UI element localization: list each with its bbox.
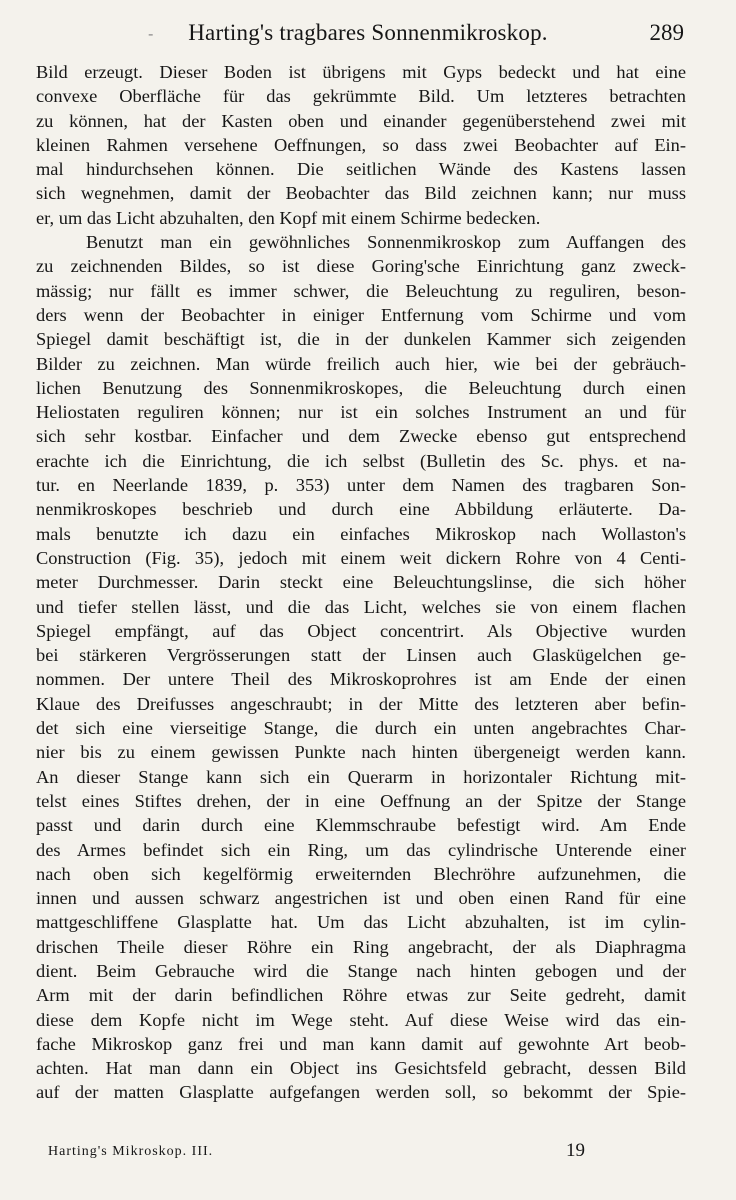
text-line: sich wegnehmen, damit der Beobachter das Bild zeichnen kann; nur muss — [36, 183, 686, 204]
text-line: des Armes befindet sich ein Ring, um das cylindrische Unterende einer — [36, 839, 686, 860]
text-line: dient. Beim Gebrauche wird die Stange nach hinten gebogen und der — [36, 960, 686, 981]
text-line: lichen Benutzung des Sonnenmikroskopes, die Beleuchtung durch einen — [36, 377, 686, 398]
text-line: zu können, hat der Kasten oben und einander gegenüberstehend zwei mit — [36, 110, 686, 131]
text-line: passt und darin durch eine Klemmschraube befestigt wird. Am Ende — [36, 815, 686, 836]
text-line: tur. en Neerlande 1839, p. 353) unter dem Namen des tragbaren Son- — [36, 475, 686, 496]
text-line: nier bis zu einem gewissen Punkte nach hinten übergeneigt werden kann. — [36, 742, 686, 763]
text-line: An dieser Stange kann sich ein Querarm in horizontaler Richtung mit- — [36, 766, 686, 787]
text-line: det sich eine vierseitige Stange, die durch ein unten angebrachtes Char- — [36, 718, 686, 739]
text-line: erachte ich die Einrichtung, die ich selbst (Bulletin des Sc. phys. et na- — [36, 450, 686, 471]
text-line: Spiegel damit beschäftigt ist, die in der dunkelen Kammer sich zeigenden — [36, 329, 686, 350]
header-dash: - — [148, 24, 154, 43]
text-line: Heliostaten reguliren können; nur ist ein solches Instrument an und für — [36, 402, 686, 423]
text-line: nach oben sich kegelförmig erweiternden Blechröhre aufzunehmen, die — [36, 863, 686, 884]
printer-signature: Harting's Mikroskop. III. — [48, 1144, 214, 1159]
text-line: Klaue des Dreifusses angeschraubt; in der Mitte des letzteren aber befin- — [36, 693, 686, 714]
text-line: Bilder zu zeichnen. Man würde freilich auch hier, wie bei der gebräuch- — [36, 353, 686, 374]
text-line: ders wenn der Beobachter in einiger Entfernung vom Schirme und vom — [36, 304, 686, 325]
text-line: Spiegel empfängt, auf das Object concentrirt. Als Objective wurden — [36, 620, 686, 641]
text-line: und tiefer stellen lässt, und die das Licht, welches sie von einem flachen — [36, 596, 686, 617]
text-line: telst eines Stiftes drehen, der in eine Oeffnung an der Spitze der Stange — [36, 790, 686, 811]
text-line: Arm mit der darin befindlichen Röhre etwas zur Seite gedreht, damit — [36, 985, 686, 1006]
page-number: 289 — [649, 20, 684, 45]
text-line: convexe Oberfläche für das gekrümmte Bild. Um letzteres betrachten — [36, 86, 686, 107]
text-line: mal hindurchsehen können. Die seitlichen Wände des Kastens lassen — [36, 159, 686, 180]
text-line: nommen. Der untere Theil des Mikroskoprohres ist am Ende der einen — [36, 669, 686, 690]
text-line: mässig; nur fällt es immer schwer, die Beleuchtung zu reguliren, beson- — [36, 280, 686, 301]
text-line: fache Mikroskop ganz frei und man kann damit auf gewohnte Art beob- — [36, 1033, 686, 1054]
text-line: auf der matten Glasplatte aufgefangen werden soll, so bekommt der Spie- — [36, 1082, 686, 1103]
paragraph-start-line: Benutzt man ein gewöhnliches Sonnenmikroskop zum Auffangen des — [86, 232, 686, 253]
text-line: nenmikroskopes beschrieb und durch eine Abbildung erläuterte. Da- — [36, 499, 686, 520]
text-line: meter Durchmesser. Darin steckt eine Beleuchtungslinse, die sich höher — [36, 572, 686, 593]
page-footer — [0, 1140, 736, 1166]
text-line: Construction (Fig. 35), jedoch mit einem weit dickern Rohre von 4 Centi- — [36, 547, 686, 568]
text-line: Bild erzeugt. Dieser Boden ist übrigens mit Gyps bedeckt und hat eine — [36, 62, 686, 82]
text-line: drischen Theile dieser Röhre ein Ring angebracht, der als Diaphragma — [36, 936, 686, 957]
body-text — [36, 60, 686, 1105]
text-line: mals benutzte ich dazu ein einfaches Mikroskop nach Wollaston's — [36, 523, 686, 544]
text-line: bei stärkeren Vergrösserungen statt der Linsen auch Glaskügelchen ge- — [36, 645, 686, 666]
text-line: diese dem Kopfe nicht im Wege steht. Auf diese Weise wird das ein- — [36, 1009, 686, 1030]
text-line: innen und aussen schwarz angestrichen ist und oben einen Rand für eine — [36, 888, 686, 909]
text-line: kleinen Rahmen versehene Oeffnungen, so dass zwei Beobachter auf Ein- — [36, 134, 686, 155]
text-line: achten. Hat man dann ein Object ins Gesichtsfeld gebracht, dessen Bild — [36, 1058, 686, 1079]
text-line: er, um das Licht abzuhalten, den Kopf mit einem Schirme bedecken. — [36, 207, 541, 228]
running-title: Harting's tragbares Sonnenmikroskop. — [188, 20, 548, 45]
text-line: sich sehr kostbar. Einfacher und dem Zwecke ebenso gut entsprechend — [36, 426, 686, 447]
signature-number: 19 — [566, 1140, 585, 1161]
text-line: zu zeichnenden Bildes, so ist diese Goring'sche Einrichtung ganz zweck- — [36, 256, 686, 277]
text-line: mattgeschliffene Glasplatte hat. Um das Licht abzuhalten, ist im cylin- — [36, 912, 686, 933]
running-header — [0, 18, 736, 48]
